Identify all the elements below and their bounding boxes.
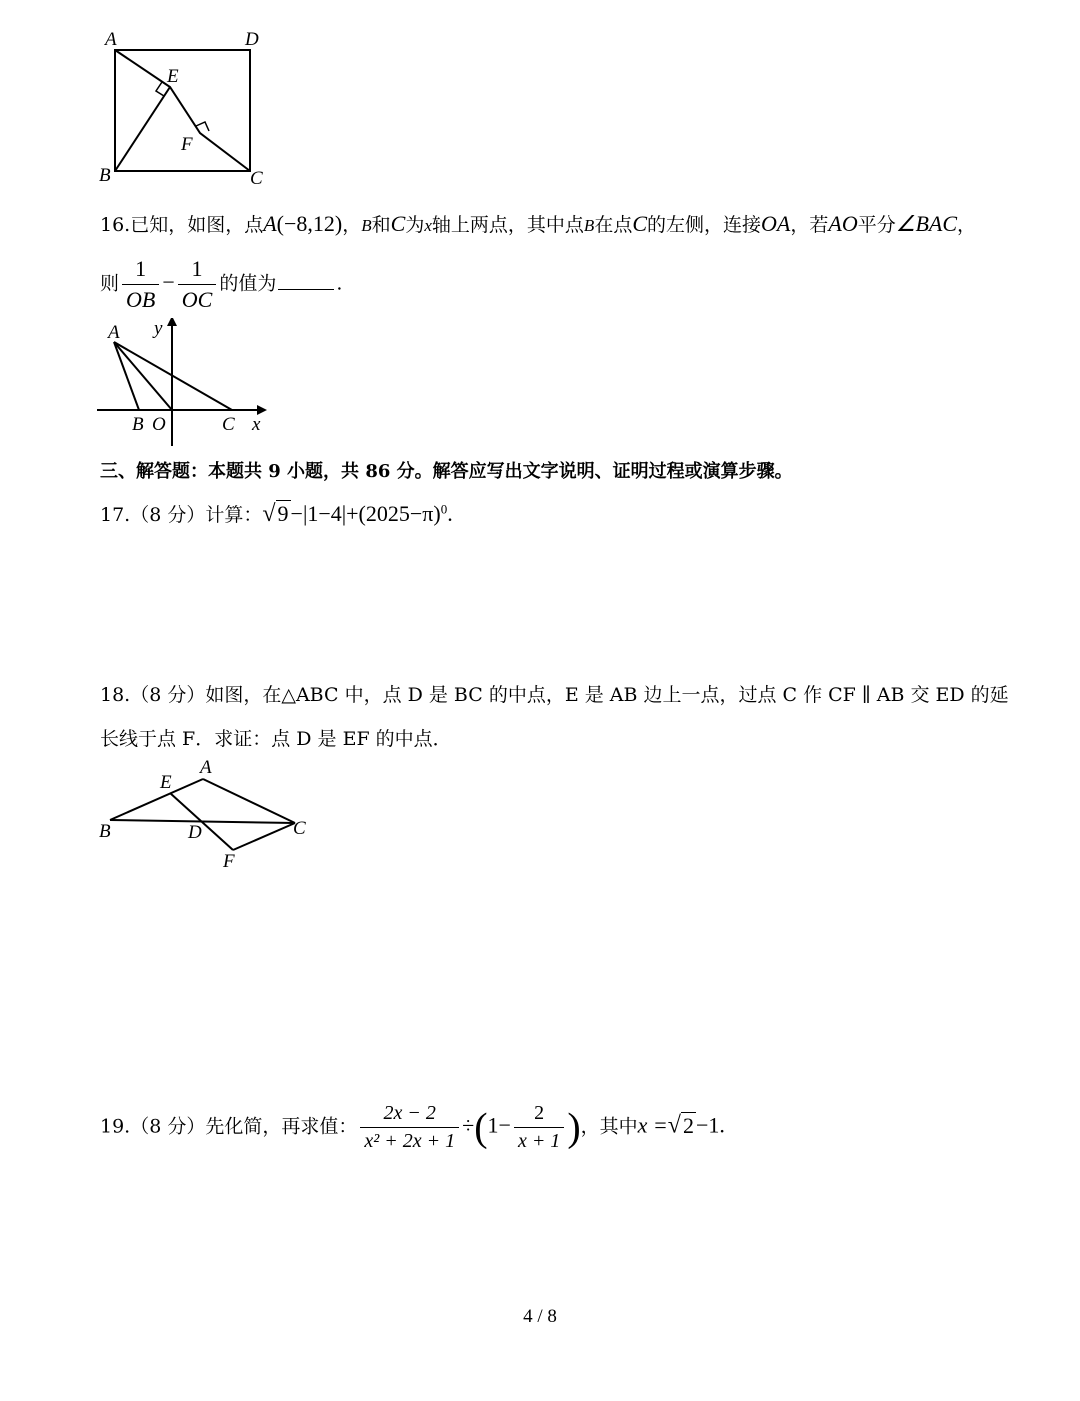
left-paren: ( <box>474 1104 488 1150</box>
label-y: y <box>154 318 163 339</box>
y-axis-arrow <box>167 318 177 326</box>
segment-fc <box>233 823 295 850</box>
fraction-1-ob: $\frac{1}{OB}$ <box>122 256 159 313</box>
label-d: D <box>245 29 259 50</box>
segment-be <box>115 87 170 171</box>
label-c: C <box>293 818 306 839</box>
label-x: x <box>252 414 261 435</box>
fraction-2: $\frac{2}{x + 1}$ <box>514 1102 564 1153</box>
label-b: B <box>99 165 111 186</box>
label-o: O <box>152 414 166 435</box>
question-17: 17.（8 分）计算：$√9-|1-4|+(2025-\pi)^0$. <box>100 501 453 527</box>
label-b: B <box>132 414 144 435</box>
right-paren: ) <box>567 1104 581 1150</box>
label-e: E <box>160 772 172 793</box>
segment-ba <box>110 779 203 820</box>
section-3-heading: 三、解答题：本题共 9 小题，共 86 分。解答应写出文字说明、证明过程或演算步骤。 <box>100 461 793 482</box>
segment-ac <box>203 779 295 823</box>
page-number: 4 / 8 <box>523 1306 557 1327</box>
right-angle-e <box>156 82 164 96</box>
label-f: F <box>223 851 235 872</box>
fraction-1-oc: $\frac{1}{OC}$ <box>178 256 217 313</box>
label-a: A <box>105 29 117 50</box>
label-d: D <box>188 822 202 843</box>
label-f: F <box>181 134 193 155</box>
segment-ab <box>114 342 139 410</box>
question-19: 19.（8 分）先化简，再求值： $\frac{2x - 2}{\text{x² + 2x + 1}}$ ÷(1− $\frac{2}{x + 1}$ )，其中x =√2−1. <box>100 1102 725 1152</box>
figure-axes-triangle <box>92 318 277 448</box>
question-18-line1: 18.（8 分）如图，在△ABC 中，点 D 是 BC 的中点，E 是 AB 边上一点，过点 C 作 CF ∥ AB 交 ED 的延 <box>100 684 1009 706</box>
figure-square-zigzag <box>95 25 285 190</box>
segment-ao <box>114 342 172 410</box>
label-a: A <box>200 757 212 778</box>
label-b: B <box>99 821 111 842</box>
label-c: C <box>250 168 263 189</box>
label-c: C <box>222 414 235 435</box>
question-16-line2: 则 $\frac{1}{OB}$ − $\frac{1}{OC}$ 的值为 . <box>100 256 343 312</box>
label-a: A <box>108 322 120 343</box>
question-16-line1: 16.已知，如图，点A(−8,12)，B和C为x轴上两点，其中点B在点C的左侧，连接OA，若AO平分∠BAC， <box>100 211 977 236</box>
fraction-1: $\frac{2x - 2}{\text{x² + 2x + 1}}$ <box>360 1102 459 1153</box>
answer-blank <box>278 289 334 290</box>
label-e: E <box>167 66 179 87</box>
figure-triangle-abc <box>95 755 320 875</box>
question-18-line2: 长线于点 F．求证：点 D 是 EF 的中点． <box>100 728 452 750</box>
